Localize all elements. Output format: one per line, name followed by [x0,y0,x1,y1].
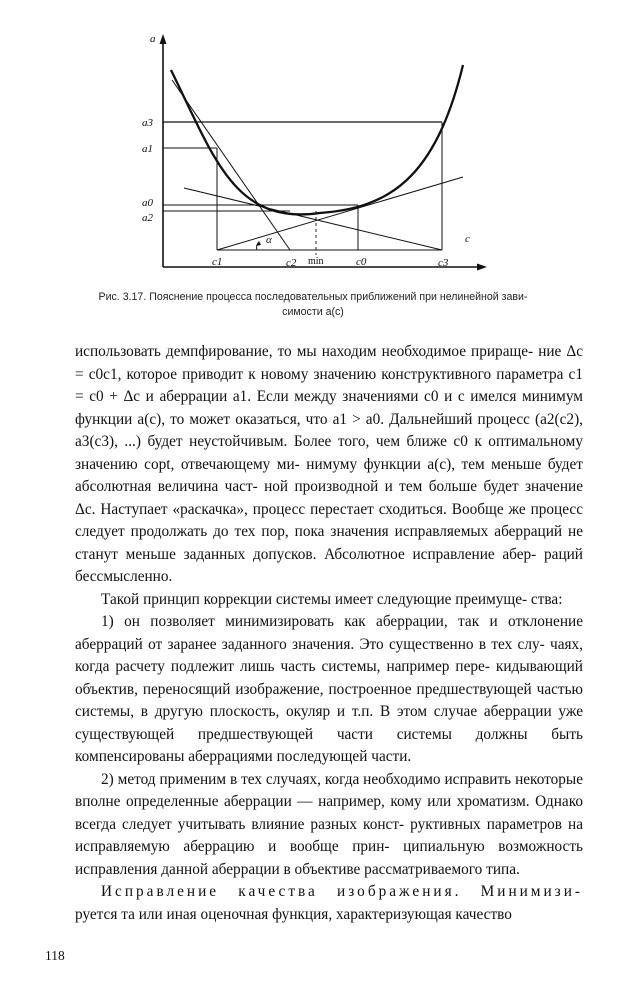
text-line: ципиальную возможность исправления данной аберрации в объективе [75,838,583,878]
text-line: c имелся минимум функции a(c), то может оказаться, что a1 > a0. [75,388,583,428]
text-line: этом случае аберрации уже существующей предшествующей части [75,703,584,743]
text-line: кидывающий объектив, переносящий изображение, построенное [75,658,583,698]
tangent-line-1 [172,80,290,250]
tangent-line-3 [184,188,442,250]
text-line: станут меньше заданных допусков. Абсолютное исправление абер- [75,545,537,563]
text-line: рассматриваемого типа. [364,860,520,878]
text-line: Такой принцип коррекции системы имеет следующие преимуще- [101,590,528,608]
caption-line: симости a(c) [282,306,344,318]
axis-x-label: c [465,233,470,245]
text-line: системы должны быть компенсированы аберрациями последующей [75,725,583,765]
label-min: min [308,256,324,267]
text-line: 1) он позволяет минимизировать как аберрации, так и отклонение [101,613,583,630]
label-c1: c1 [212,256,223,268]
text-line: параметра c1 = c0 + Δc и аберрации a1. Если между значениями c0 и [75,365,583,405]
paragraph [75,589,583,612]
text-line: ной производной и тем больше будет значение Δc. Наступает [75,478,583,518]
label-a2: a2 [142,212,153,224]
text-line: аберраций от заранее заданного значения. Это существенно в тех слу- [75,635,545,653]
aberration-curve [171,65,463,214]
y-axis-arrow-icon [160,34,167,44]
text-line: «раскачка», процесс перестает сходиться. Вообще же процесс следует [75,500,583,540]
figure-plot [120,30,490,276]
paragraph [75,769,583,882]
caption-line: Рис. 3.17. Пояснение процесса последовательных приближений при нелинейной зави- [98,291,528,303]
text-line: раций бессмысленно. [75,545,583,585]
text-line: руется та или иная оценочная функция, характеризующая качество [75,905,512,923]
page-number: 118 [45,948,65,963]
figure-caption [48,290,578,320]
text-line: Исправление качества изображения. Минимизи- [101,883,583,900]
text-line: Дальнейший процесс (a2(c2), a3(c3), ...) будет неустойчивым. Более [75,410,584,450]
paragraph [75,611,583,769]
axis-y-label: a [150,33,156,45]
label-a3: a3 [142,117,153,129]
angle-label: α [266,234,272,246]
text-line: чаях, когда расчету подлежит лишь часть системы, например пере- [75,635,583,675]
paragraph [75,881,583,926]
text-line: предшествующей частью системы, в другую плоскость, окуляр и т.п. В [75,680,583,720]
angle-arrow-icon [256,241,261,246]
text-line: использовать демпфирование, то мы находим необходимое прираще- [75,343,534,360]
x-axis-arrow-icon [477,264,487,271]
label-c3: c3 [438,257,449,269]
body-text [75,341,583,926]
label-c2: c2 [286,257,297,269]
text-line: хроматизм. Однако всегда следует учитывать влияние разных конст- [75,793,583,833]
text-line: того, чем ближе c0 к оптимальному значению copt, отвечающему ми- [75,433,583,473]
text-line: 2) метод применим в тех случаях, когда необходимо исправить [101,770,512,788]
text-line: нимуму функции a(c), тем меньше будет абсолютная величина част- [75,455,583,495]
label-c0: c0 [356,256,367,268]
paragraph [75,341,583,589]
text-line: ние Δc = c0c1, которое приводит к новому значению конструктивного [75,343,583,383]
figure-3-17 [120,30,490,276]
text-line: ства: [530,590,563,608]
text-line: руктивных параметров на исправляемую аберрацию и вообще прин- [75,815,584,855]
text-line: некоторые вполне определенные аберрации — например, кому или [75,770,584,810]
text-line: продолжать до тех пор, пока значения исправляемых аберраций не [130,523,584,540]
text-line: части. [371,748,412,765]
label-a1: a1 [142,143,153,155]
label-a0: a0 [142,197,153,209]
tangent-line-2 [217,177,463,250]
